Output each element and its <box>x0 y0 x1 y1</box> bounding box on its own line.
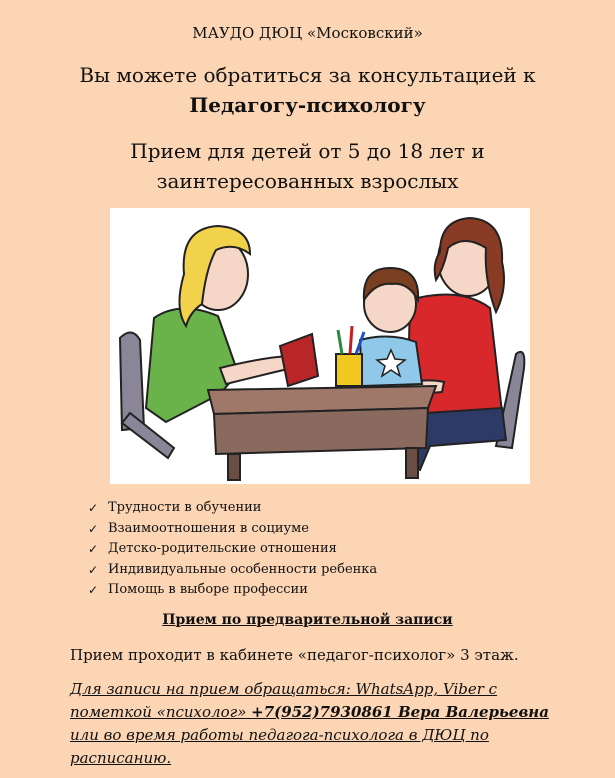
list-item <box>88 519 377 540</box>
topic-text: Детско-родительские отношения <box>108 541 337 556</box>
contact-text-2: или во время работы педагога-психолога в ДЮЦ по расписанию. <box>70 726 489 767</box>
list-item <box>88 580 377 601</box>
appointment-notice: Прием по предварительной записи <box>162 612 453 628</box>
topic-text: Индивидуальные особенности ребенка <box>108 561 378 577</box>
lead-line: Вы можете обратиться за консультацией к <box>79 63 536 87</box>
lead-text <box>0 60 615 120</box>
checkmark-icon: ✓ <box>88 521 99 536</box>
contact-phone: +7(952)7930861 Вера Валерьевна <box>251 703 549 721</box>
list-item <box>88 539 377 560</box>
age-line-1: Прием для детей от 5 до 18 лет и <box>130 139 485 163</box>
list-item <box>88 560 377 581</box>
location-text: Прием проходит в кабинете «педагог-психолог» 3 этаж. <box>70 646 519 664</box>
age-line-2: заинтересованных взрослых <box>156 169 459 193</box>
age-info <box>0 136 615 196</box>
topic-text: Трудности в обучении <box>108 500 262 515</box>
consultation-illustration <box>110 208 530 484</box>
contact-info <box>70 678 570 770</box>
checkmark-icon: ✓ <box>88 562 99 577</box>
checkmark-icon: ✓ <box>88 583 99 597</box>
specialist-title: Педагогу-психологу <box>189 93 426 117</box>
topic-text: Помощь в выборе профессии <box>108 582 308 597</box>
topics-list <box>88 498 377 601</box>
contact-text-1: Для записи на прием обращаться: WhatsApp, Viber с пометкой «психолог» <box>70 680 498 721</box>
checkmark-icon: ✓ <box>88 542 99 556</box>
topic-text: Взаимоотношения в социуме <box>108 520 309 536</box>
checkmark-icon: ✓ <box>88 501 99 515</box>
organization-name: МАУДО ДЮЦ «Московский» <box>192 24 423 42</box>
list-item <box>88 498 377 519</box>
